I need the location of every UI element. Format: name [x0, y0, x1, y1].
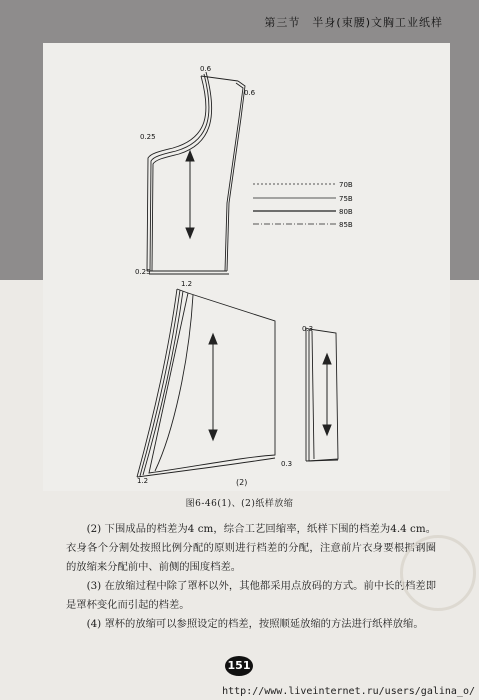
label-top-b: 0.6: [244, 89, 256, 97]
pattern-piece-2: [137, 289, 275, 477]
grain-arrow-3: [323, 354, 331, 435]
label-panel3-bottom: 0.3: [281, 460, 293, 468]
legend-size-70b: 70B: [339, 181, 353, 189]
right-band: [450, 43, 479, 280]
pattern-piece-3: [306, 328, 338, 461]
left-band: [0, 0, 43, 280]
label-panel2-top: 1.2: [181, 280, 193, 288]
size-legend: [253, 184, 336, 224]
page-header-title: 第三节 半身(束腰)文胸工业纸样: [264, 16, 443, 29]
label-panel3-top: 0.3: [302, 325, 314, 333]
body-text: [66, 520, 436, 634]
footer-url: http://www.liveinternet.ru/users/galina_o/: [222, 686, 475, 697]
grain-arrow-2: [209, 334, 217, 440]
label-left-upper: 0.25: [140, 133, 156, 141]
paragraph-4: (4) 罩杯的放缩可以参照设定的档差，按照顺延放缩的方法进行纸样放缩。: [86, 618, 424, 630]
figure-caption: 图6-46(1)、(2)纸样放缩: [185, 499, 294, 509]
watermark-seal: [400, 535, 476, 611]
paragraph-3: (3) 在放缩过程中除了罩杯以外，其他都采用点放码的方式。前中长的档差即是罩杯变化而引起的档差。: [66, 580, 436, 611]
legend-size-80b: 80B: [339, 208, 353, 216]
label-panel2-bottom: 1.2: [137, 477, 149, 485]
label-top-a: 0.6: [200, 65, 212, 73]
legend-size-85b: 85B: [339, 221, 353, 229]
figure-subcaption: (2): [236, 478, 248, 487]
legend-size-75b: 75B: [339, 195, 353, 203]
label-left-lower: 0.25: [135, 268, 151, 276]
page-number: 151: [225, 656, 253, 676]
pattern-grading-figure: [43, 43, 450, 491]
paragraph-2: (2) 下围成品的档差为4 cm，综合工艺回缩率，纸样下围的档差为4.4 cm。衣身各个分割处按照比例分配的原则进行档差的分配，注意前片衣身要根据钢圈的放缩来分配前中、前侧的围度档差。: [66, 523, 436, 573]
pattern-piece-1: [147, 72, 245, 274]
grain-arrow-1: [186, 151, 194, 238]
